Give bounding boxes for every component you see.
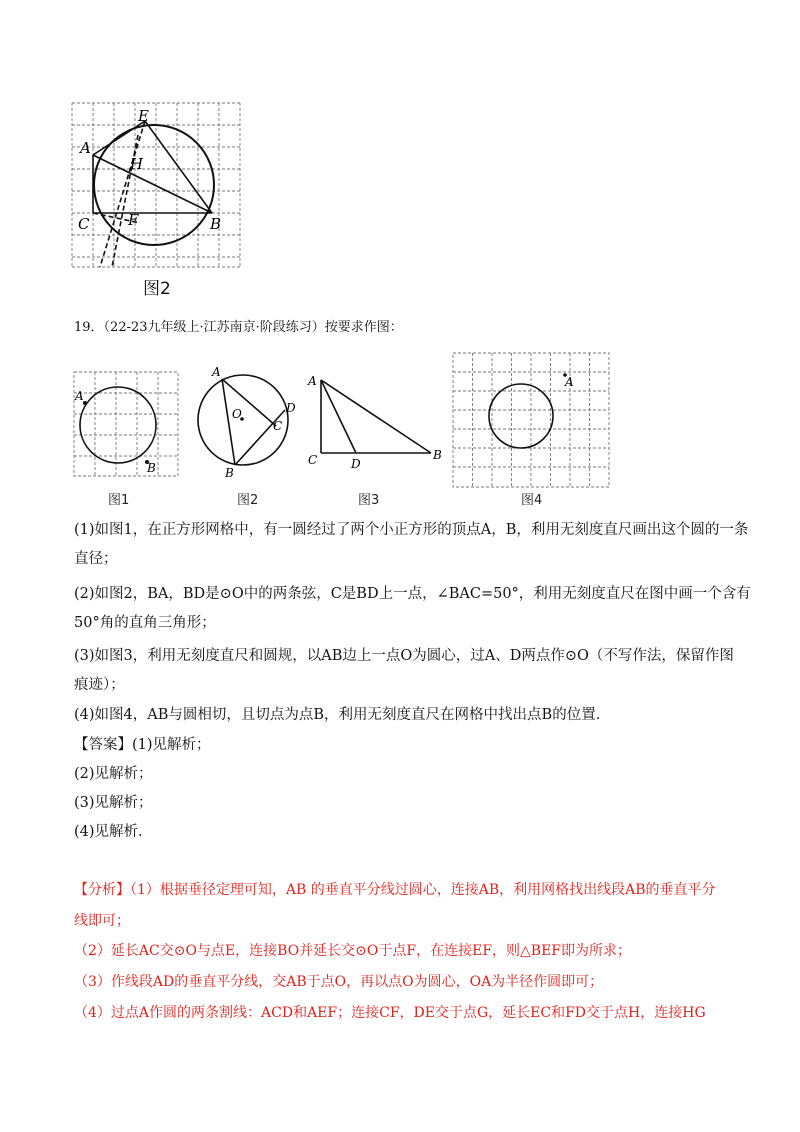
analysis-line-5: （4）过点A作圆的两条割线：ACD和AEF；连接CF，DE交于点G，延长EC和FD交于点H，连接HG [74,1005,706,1021]
fig4-label-a: A [565,375,574,389]
analysis-line-2: 线即可； [74,913,130,929]
fig1-label-b: B [147,461,156,475]
question-item-3-line1: (3)如图3，利用无刻度直尺和圆规，以AB边上一点O为圆心，过A、D两点作⊙O（不写作法，保留作图 [74,648,734,664]
analysis-line-4: （3）作线段AD的垂直平分线，交AB于点O，再以点O为圆心，OA为半径作圆即可； [74,974,604,990]
fig2-label-o: O [232,407,242,421]
top-label-c: C [78,215,90,233]
question-item-1-line1: (1)如图1，在正方形网格中，有一圆经过了两个小正方形的顶点A，B，利用无刻度直尺画出这个圆的一条 [74,522,749,538]
figure-4 [450,350,615,490]
answer-line-4: (4)见解析. [74,824,143,840]
figure-3-caption: 图3 [358,493,380,508]
answer-line-3: (3)见解析； [74,795,153,811]
top-label-f: F [128,211,139,229]
figure-1-caption: 图1 [108,493,130,508]
top-label-e: E [138,107,149,125]
analysis-text-1: （1）根据垂径定理可知，AB 的垂直平分线过圆心，连接AB，利用网格找出线段AB的垂直平分 [130,882,716,898]
fig2-label-c: C [273,419,283,433]
answer-line-2: (2)见解析； [74,766,153,782]
fig3-label-b: B [433,448,442,462]
fig3-label-a: A [308,374,317,388]
analysis-line-3: （2）延长AC交⊙O与点E，连接BO并延长交⊙O于点F，在连接EF，则△BEF即为所求； [74,943,632,959]
figure-2-caption: 图2 [237,493,259,508]
top-figure-caption: 图2 [143,279,171,299]
answer-text-1: (1)见解析； [132,737,211,753]
fig2-label-a: A [212,365,221,379]
fig2-label-d: D [286,401,296,415]
top-label-h: H [130,155,144,173]
figure-4-caption: 图4 [521,493,543,508]
question-item-2-line1: (2)如图2，BA，BD是⊙O中的两条弦，C是BD上一点，∠BAC=50°，利用无刻度直尺在图中画一个含有 [74,586,751,602]
analysis-line-1 [74,880,734,900]
question-source: （22-23九年级上·江苏南京·阶段练习）按要求作图： [103,320,403,335]
top-label-a: A [80,139,91,157]
question-item-1-line2: 直径； [74,551,118,567]
figure-1 [72,370,180,480]
question-item-3-line2: 痕迹）； [74,677,125,693]
analysis-label: 【分析】 [74,882,130,898]
answer-label: 【答案】 [74,737,132,753]
figure-3 [303,368,451,472]
question-number: 19． [74,320,104,335]
question-item-4: (4)如图4，AB与圆相切，且切点为点B，利用无刻度直尺在网格中找出点B的位置. [74,707,601,723]
figure-2 [192,362,302,482]
top-figure [60,95,260,275]
fig3-label-d: D [351,457,361,471]
top-label-b: B [210,215,222,233]
fig3-label-c: C [308,453,318,467]
fig1-label-a: A [75,389,84,403]
question-item-2-line2: 50°角的直角三角形； [74,615,216,631]
question-header [74,318,403,338]
answer-line-1 [74,735,211,755]
fig2-label-b: B [225,466,234,480]
